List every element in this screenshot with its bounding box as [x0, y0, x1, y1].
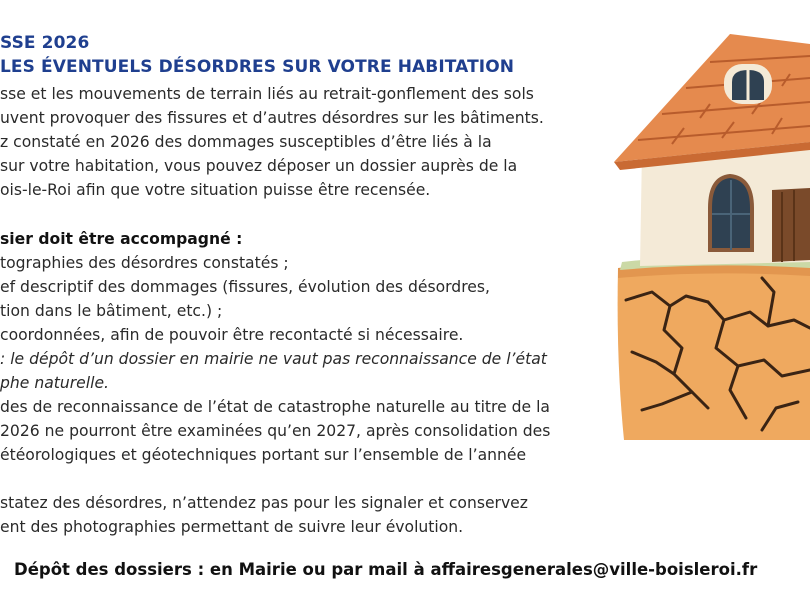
dry-ground [618, 263, 810, 440]
requirement-item-contact: coordonnées, afin de pouvoir être recontacté si nécessaire. [0, 326, 464, 344]
notice-heading-2: LES ÉVENTUELS DÉSORDRES SUR VOTRE HABITATION [0, 57, 515, 77]
notice-heading-1: SSE 2026 [0, 33, 90, 53]
disclaimer-line-1: : le dépôt d’un dossier en mairie ne vaut pas reconnaissance de l’état [0, 350, 547, 368]
door [772, 188, 810, 262]
submission-footer: Dépôt des dossiers : en Mairie ou par mail à affairesgenerales@ville-boisleroi.fr [14, 560, 758, 579]
body-line-4: sur votre habitation, vous pouvez déposer un dossier auprès de la [0, 157, 518, 175]
cracked-house-icon [612, 30, 810, 442]
body-line-1: sse et les mouvements de terrain liés au retrait-gonflement des sols [0, 85, 534, 103]
examination-line-1: des de reconnaissance de l’état de catastrophe naturelle au titre de la [0, 398, 550, 416]
requirement-item-description-cont: tion dans le bâtiment, etc.) ; [0, 302, 223, 320]
requirements-heading: sier doit être accompagné : [0, 230, 243, 248]
body-line-3: z constaté en 2026 des dommages susceptibles d’être liés à la [0, 133, 492, 151]
examination-line-3: étéorologiques et géotechniques portant sur l’ensemble de l’année [0, 446, 527, 464]
requirement-item-photos: tographies des désordres constatés ; [0, 254, 289, 272]
body-line-2: uvent provoquer des fissures et d’autres désordres sur les bâtiments. [0, 109, 544, 127]
advice-line-2: ent des photographies permettant de suivre leur évolution. [0, 518, 464, 536]
tiled-roof [614, 34, 810, 162]
requirement-item-description: ef descriptif des dommages (fissures, évolution des désordres, [0, 278, 490, 296]
disclaimer-line-2: phe naturelle. [0, 374, 109, 392]
examination-line-2: 2026 ne pourront être examinées qu’en 2027, après consolidation des [0, 422, 551, 440]
body-line-5: ois-le-Roi afin que votre situation puisse être recensée. [0, 181, 431, 199]
advice-line-1: statez des désordres, n’attendez pas pour les signaler et conservez [0, 494, 528, 512]
